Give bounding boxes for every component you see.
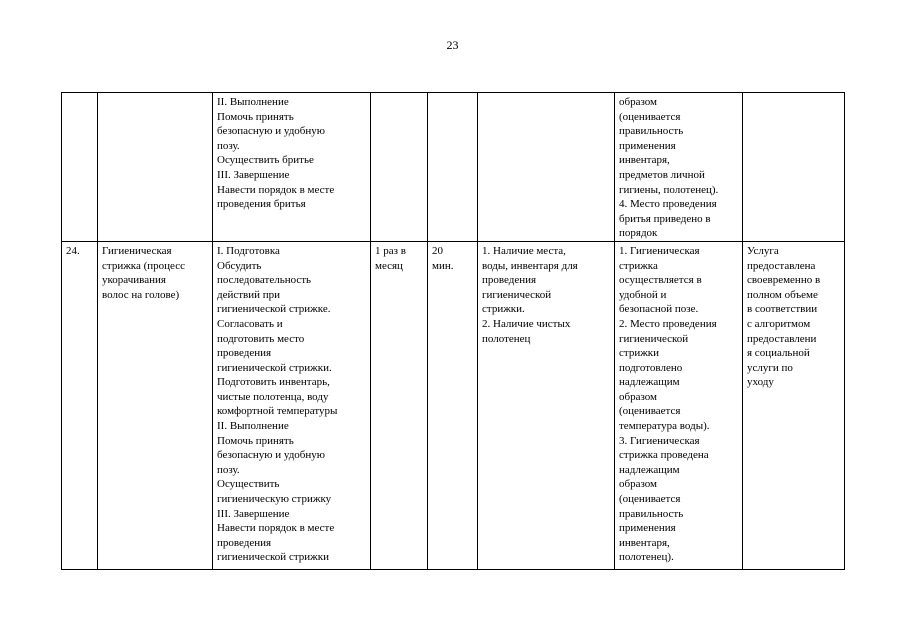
text-line: позу. [217, 139, 240, 152]
text-line: Обсудить [217, 259, 262, 272]
text-line: правильность [619, 507, 684, 520]
text-line: Гигиеническая [102, 244, 172, 257]
text-line: образом [619, 478, 658, 491]
frequency-cell [371, 241, 428, 569]
text-line: II. Выполнение [217, 96, 289, 108]
result-cell [743, 93, 845, 242]
text-line: подготовить место [217, 332, 305, 345]
text-line: 1 раз в [375, 244, 406, 257]
text-line: Навести порядок в месте [217, 522, 335, 535]
text-line: осуществляется в [619, 274, 702, 287]
table-row [62, 93, 845, 242]
text-line: Помочь принять [217, 434, 294, 447]
text-line: III. Завершение [217, 168, 290, 181]
text-line: II. Выполнение [217, 420, 289, 433]
text-line: чистые полотенца, воду [217, 390, 329, 403]
text-line: проведения [217, 536, 272, 549]
text-line: Согласовать и [217, 317, 283, 330]
text-line: предоставлена [747, 259, 816, 272]
quality-cell [615, 93, 743, 242]
text-line: III. Завершение [217, 507, 290, 520]
text-line: гигиенической стрижки [217, 551, 329, 564]
text-line: Осуществить [217, 478, 280, 491]
text-line: безопасную и удобную [217, 125, 325, 138]
text-line: инвентаря, [619, 536, 670, 549]
text-line: (оценивается [619, 110, 681, 123]
service-content-cell [213, 241, 371, 569]
text-line: гигиенической [482, 288, 552, 301]
text-line: своевременно в [747, 274, 821, 287]
text-line: (оценивается [619, 405, 681, 418]
text-line: инвентаря, [619, 154, 670, 167]
text-line: позу. [217, 463, 240, 476]
text-line: я социальной [747, 347, 810, 360]
duration-cell [428, 93, 478, 242]
text-line: уходу [747, 376, 774, 389]
service-content-cell [213, 93, 371, 242]
conditions-cell [478, 241, 615, 569]
text-line: проведения [217, 347, 272, 360]
text-line: в соответствии [747, 303, 818, 316]
text-line: 2. Место проведения [619, 317, 717, 330]
text-line: предметов личной [619, 168, 705, 181]
text-line: гигиенической [619, 332, 689, 345]
text-line: надлежащим [619, 463, 680, 476]
conditions-cell [478, 93, 615, 242]
text-line: укорачивания [102, 274, 166, 287]
text-line: образом [619, 390, 658, 403]
text-line: стрижки [619, 347, 660, 360]
text-line: гигиенической стрижки. [217, 361, 332, 374]
text-line: (оценивается [619, 493, 681, 506]
text-line: удобной и [619, 288, 667, 301]
text-line: Навести порядок в месте [217, 183, 335, 196]
text-line: надлежащим [619, 376, 680, 389]
text-line: применения [619, 139, 676, 152]
text-line: месяц [375, 259, 403, 272]
row-number-cell: 24. [62, 241, 98, 569]
text-line: применения [619, 522, 676, 535]
text-line: 4. Место проведения [619, 198, 717, 211]
text-line: стрижки. [482, 303, 525, 316]
text-line: действий при [217, 288, 281, 301]
text-line: Осуществить бритье [217, 154, 314, 167]
text-line: Подготовить инвентарь, [217, 376, 330, 389]
text-line: бритья приведено в [619, 212, 711, 225]
frequency-cell [371, 93, 428, 242]
text-line: стрижка (процесс [102, 259, 185, 272]
text-line: образом [619, 96, 658, 108]
service-table [61, 92, 845, 570]
text-line: 1. Наличие места, [482, 244, 566, 257]
text-line: воды, инвентаря для [482, 259, 578, 272]
text-line: стрижка [619, 259, 658, 272]
text-line: волос на голове) [102, 288, 180, 301]
text-line: гигиенической стрижке. [217, 303, 331, 316]
quality-cell [615, 241, 743, 569]
text-line: подготовлено [619, 361, 683, 374]
text-line: I. Подготовка [217, 244, 280, 257]
page-number: 23 [446, 38, 459, 52]
text-line: гигиены, полотенец). [619, 183, 719, 196]
text-line: полотенец [482, 332, 531, 345]
text-line: комфортной температуры [217, 405, 338, 418]
text-line: порядок [619, 227, 658, 240]
text-line: гигиеническую стрижку [217, 493, 332, 506]
table-row [62, 241, 845, 569]
text-line: стрижка проведена [619, 449, 709, 462]
text-line: предоставлени [747, 332, 817, 345]
text-line: с алгоритмом [747, 317, 811, 330]
text-line: мин. [432, 259, 454, 272]
text-line: температура воды). [619, 420, 710, 433]
text-line: 1. Гигиеническая [619, 244, 700, 257]
row-number-cell [62, 93, 98, 242]
text-line: Помочь принять [217, 110, 294, 123]
text-line: 2. Наличие чистых [482, 317, 571, 330]
text-line: безопасной позе. [619, 303, 699, 316]
duration-cell [428, 241, 478, 569]
text-line: безопасную и удобную [217, 449, 325, 462]
service-name-cell [98, 93, 213, 242]
text-line: проведения [482, 274, 537, 287]
text-line: правильность [619, 125, 684, 138]
text-line: полном объеме [747, 288, 818, 301]
text-line: последовательность [217, 274, 312, 287]
text-line: 3. Гигиеническая [619, 434, 700, 447]
result-cell [743, 241, 845, 569]
text-line: проведения бритья [217, 198, 306, 211]
service-name-cell [98, 241, 213, 569]
text-line: 20 [432, 244, 443, 257]
text-line: услуги по [747, 361, 793, 374]
text-line: полотенец). [619, 551, 674, 564]
text-line: Услуга [747, 244, 779, 257]
